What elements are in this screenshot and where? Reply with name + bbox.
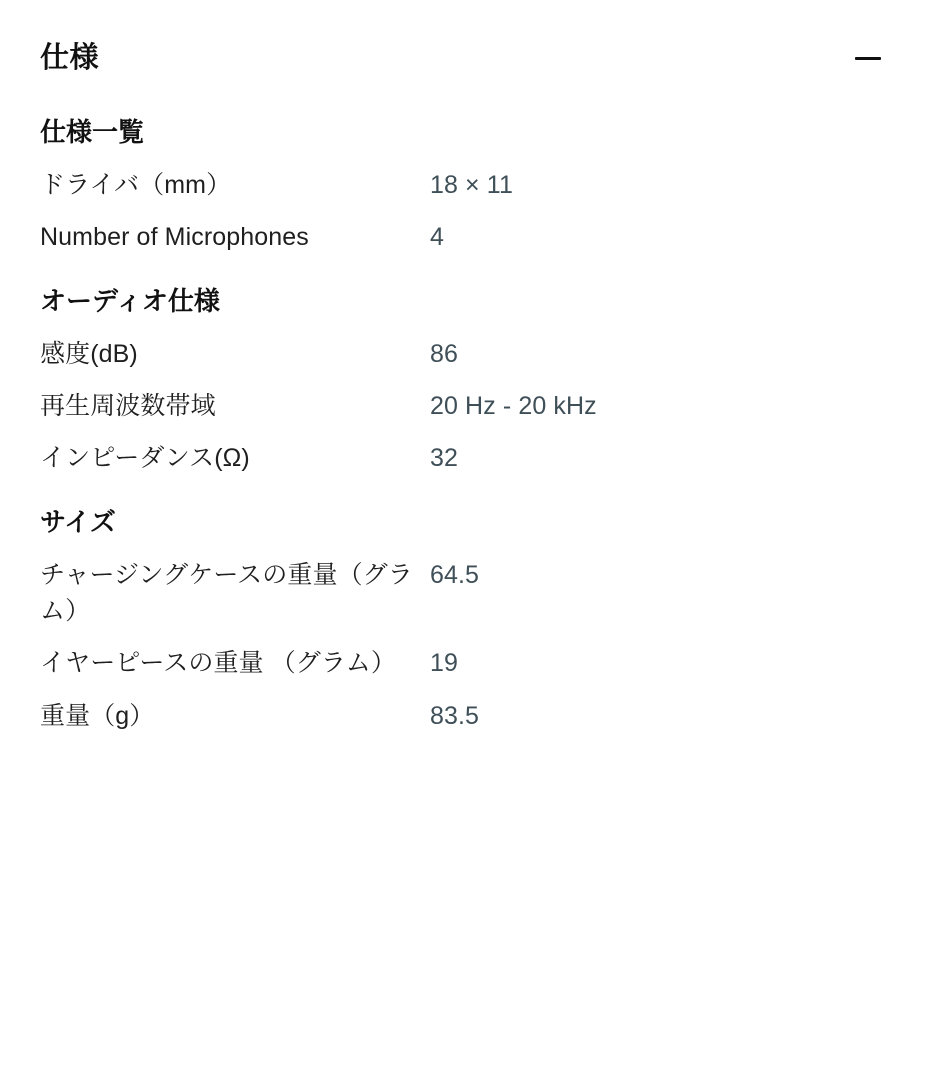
spec-row [40,219,890,255]
spec-row [40,167,890,203]
minus-icon[interactable] [846,36,890,80]
spec-label: ドライバ（mm） [40,170,232,199]
page-title: 仕様 [40,41,100,74]
spec-group-title: オーディオ仕様 [40,286,220,316]
spec-label: 再生周波数帯域 [40,391,216,420]
spec-value: 86 [430,339,459,368]
spec-group [40,116,890,255]
spec-value: 19 [430,649,459,678]
spec-value: 20 Hz - 20 kHz [430,391,597,420]
spec-label: インピーダンス(Ω) [40,444,250,472]
spec-label: イヤーピースの重量 （グラム） [40,649,396,678]
specifications-header[interactable] [40,30,890,86]
spec-label: 感度(dB) [40,339,138,368]
spec-group-title: サイズ [40,507,116,538]
spec-group [40,506,890,734]
spec-value: 64.5 [430,560,480,589]
spec-row [40,336,890,372]
spec-group [40,285,890,476]
spec-value: 32 [430,444,459,472]
minus-icon-bar [855,57,881,60]
spec-value: 83.5 [430,701,480,730]
spec-row [40,440,890,476]
spec-group-title: 仕様一覧 [40,117,145,147]
spec-row [40,698,890,734]
spec-label: Number of Microphones [40,222,309,251]
spec-value: 18 × 11 [430,170,513,199]
spec-value: 4 [430,222,445,251]
spec-label: チャージングケースの重量（グラム） [40,560,413,625]
spec-label: 重量（g） [40,701,155,730]
spec-row [40,388,890,424]
spec-row [40,645,890,681]
spec-row [40,557,890,630]
